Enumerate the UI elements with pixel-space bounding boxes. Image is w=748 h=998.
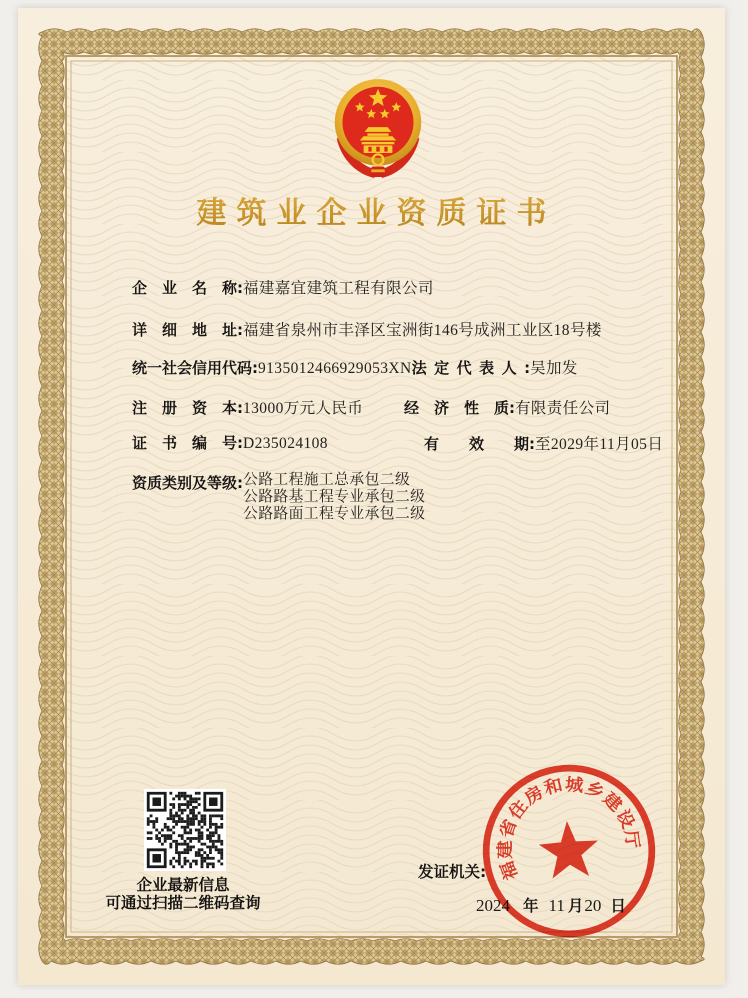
national-emblem-icon bbox=[330, 76, 426, 184]
qualification-label: 资质类别及等级: bbox=[132, 474, 243, 492]
validity-value: 至2029年11月05日 bbox=[535, 436, 664, 453]
seal-text: 福建省住房和城乡建设厅 bbox=[495, 774, 643, 883]
field-qualifications bbox=[132, 472, 662, 523]
cert-no-value: D235024108 bbox=[243, 435, 328, 452]
qualification-list bbox=[243, 472, 425, 523]
qualification-item: 公路路基工程专业承包二级 bbox=[243, 489, 426, 505]
month-unit: 月 bbox=[567, 897, 584, 915]
issue-month: 11 bbox=[548, 896, 565, 915]
day-unit: 日 bbox=[610, 897, 626, 915]
field-credit-and-legal bbox=[132, 356, 662, 378]
cert-no-label: 证 书 编 号: bbox=[132, 434, 243, 452]
certificate-paper bbox=[18, 8, 725, 985]
field-capital-and-type bbox=[132, 396, 662, 418]
field-company bbox=[132, 276, 662, 298]
field-address bbox=[132, 318, 662, 340]
company-value: 福建嘉宜建筑工程有限公司 bbox=[243, 280, 434, 297]
economic-type-value: 有限责任公司 bbox=[515, 400, 611, 417]
legal-rep-value: 吴加发 bbox=[530, 360, 578, 377]
seal-star bbox=[537, 819, 600, 879]
capital-value: 13000万元人民币 bbox=[243, 400, 364, 417]
qualification-item: 公路路面工程专业承包二级 bbox=[243, 506, 426, 522]
address-value: 福建省泉州市丰泽区宝洲街146号成洲工业区18号楼 bbox=[243, 322, 602, 339]
official-seal bbox=[475, 757, 663, 945]
issue-day: 20 bbox=[584, 896, 602, 915]
company-label: 企 业 名 称: bbox=[132, 279, 243, 297]
credit-code-value: 9135012466929053XN bbox=[258, 360, 412, 377]
year-unit: 年 bbox=[523, 897, 539, 915]
field-certno-and-validity bbox=[132, 432, 662, 453]
qr-caption bbox=[48, 876, 318, 912]
qr-code bbox=[144, 788, 226, 872]
legal-rep-label: 法 定 代 表 人 : bbox=[411, 359, 531, 377]
qr-caption-line2: 可通过扫描二维码查询 bbox=[105, 894, 261, 912]
credit-code-label: 统一社会信用代码: bbox=[132, 359, 258, 377]
certificate-title: 建筑业企业资质证书 bbox=[18, 188, 725, 232]
qualification-item: 公路工程施工总承包二级 bbox=[243, 472, 411, 488]
capital-label: 注 册 资 本: bbox=[132, 399, 243, 417]
address-label: 详 细 地 址: bbox=[132, 321, 243, 339]
qr-caption-line1: 企业最新信息 bbox=[136, 876, 230, 894]
issue-year: 2024 bbox=[476, 896, 510, 915]
issuer-label: 发证机关: bbox=[418, 863, 487, 881]
validity-label: 有 效 期: bbox=[424, 435, 535, 453]
economic-type-label: 经 济 性 质: bbox=[404, 399, 515, 417]
